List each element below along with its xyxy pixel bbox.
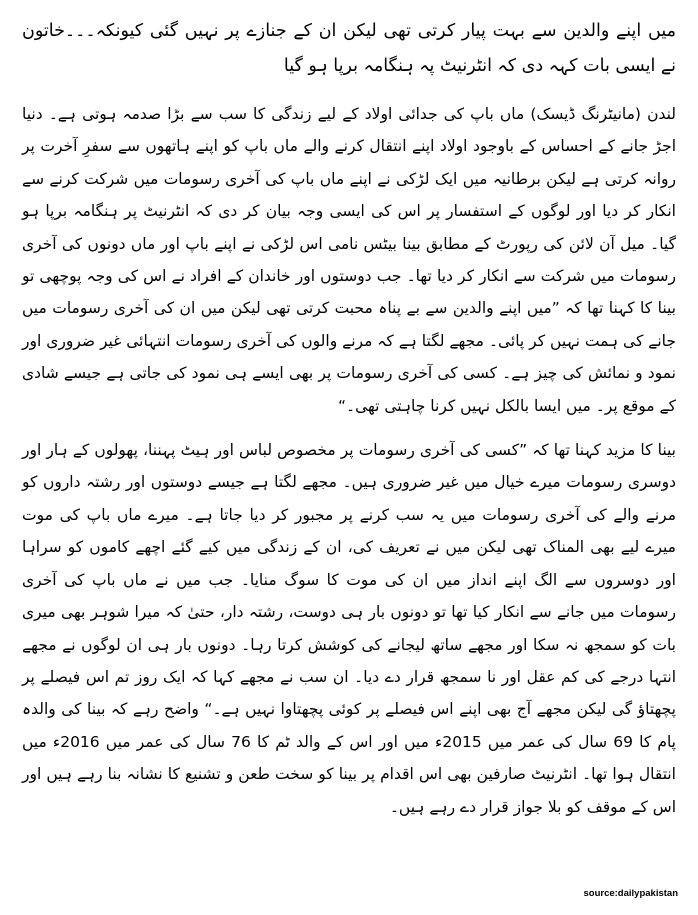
article-paragraph-2: بینا کا مزید کہنا تھا کہ ”کسی کی آخری رسومات پر مخصوص لباس اور ہیٹ پہننا، پھولوں کے ہار اور دوسری رسومات میرے خیال میں غیر ضروری ہیں۔ مجھے لگتا ہے جیسے دوستوں اور رشتہ داروں کو مرنے والے کی آخری رسومات میں یہ سب کرنے پر مجبور کر دیا جاتا ہے۔ میرے ماں باپ کی موت میرے لیے بھی المناک تھی لیکن میں نے تعریف کی، ان کے زندگی میں کیے گئے اچھے کاموں کو سراہا اور دوسروں سے الگ اپنے انداز میں ان کی موت کا سوگ منایا۔ جب میں نے ماں باپ کی آخری رسومات میں جانے سے انکار کیا تھا تو دونوں بار ہی دوست، رشتہ دار، حتیٰ کہ میرا شوہر بھی میری بات کو سمجھ نہ سکا اور مجھے ساتھ لیجانے کی کوشش کرتا رہا۔ دونوں بار ہی ان لوگوں نے مجھے انتہا درجے کی کم عقل اور نا سمجھ قرار دے دیا۔ ان سب نے مجھے کہا کہ ایک روز تم اس فیصلے پر پچھتاؤ گی لیکن مجھے آج بھی اپنے اس فیصلے پر کوئی پچھتاوا نہیں ہے۔“ واضح رہے کہ بینا کی والدہ پام کا 69 سال کی عمر میں 2015ء میں اور اس کے والد ٹم کا 76 سال کی عمر میں 2016ء میں انتقال ہوا تھا۔ انٹرنیٹ صارفین بھی اس اقدام پر بینا کو سخت طعن و تشنیع کا نشانہ بنا رہے ہیں اور اس کے موقف کو بلا جواز قرار دے رہے ہیں۔ — [22, 441, 676, 816]
article-headline: میں اپنے والدین سے بہت پیار کرتی تھی لیکن ان کے جنازے پر نہیں گئی کیونکہ۔۔۔خاتون نے ایسی بات کہہ دی کہ انٹرنیٹ پہ ہنگامہ برپا ہو گیا — [22, 21, 676, 76]
article-paragraph-1: لندن (مانیٹرنگ ڈیسک) ماں باپ کی جدائی اولاد کے لیے زندگی کا سب سے بڑا صدمہ ہوتی ہے۔ دنیا اجڑ جانے کے احساس کے باوجود اولاد اپنے انتقال کرنے والے ماں باپ کو اپنے ہاتھوں سے سفرِ آخرت پر روانہ کرتی ہے لیکن برطانیہ میں ایک لڑکی نے اپنے ماں باپ کی آخری رسومات میں شرکت کرنے سے انکار کر دیا اور لوگوں کے استفسار پر اس کی ایسی وجہ بیان کر دی کہ انٹرنیٹ پر ہنگامہ برپا ہو گیا۔ میل آن لائن کی رپورٹ کے مطابق بینا بیٹس نامی اس لڑکی نے اپنے باپ اور ماں دونوں کی آخری رسومات میں شرکت سے انکار کر دیا تھا۔ جب دوستوں اور خاندان کے افراد نے اس کی وجہ پوچھی تو بینا کا کہنا تھا کہ ”میں اپنے والدین سے بے پناہ محبت کرتی تھی لیکن میں ان کی آخری رسومات میں جانے کی ہمت نہیں کر پائی۔ مجھے لگتا ہے کہ مرنے والوں کی آخری رسومات انتہائی غیر ضروری اور نمود و نمائش کی چیز ہے۔ کسی کی آخری رسومات پر بھی ایسے ہی نمود کی جاتی ہے جیسے شادی کے موقع پر۔ میں ایسا بالکل نہیں کرنا چاہتی تھی۔“ — [22, 105, 676, 415]
article — [22, 14, 676, 835]
source-credit: source:dailypakistan — [583, 888, 678, 899]
